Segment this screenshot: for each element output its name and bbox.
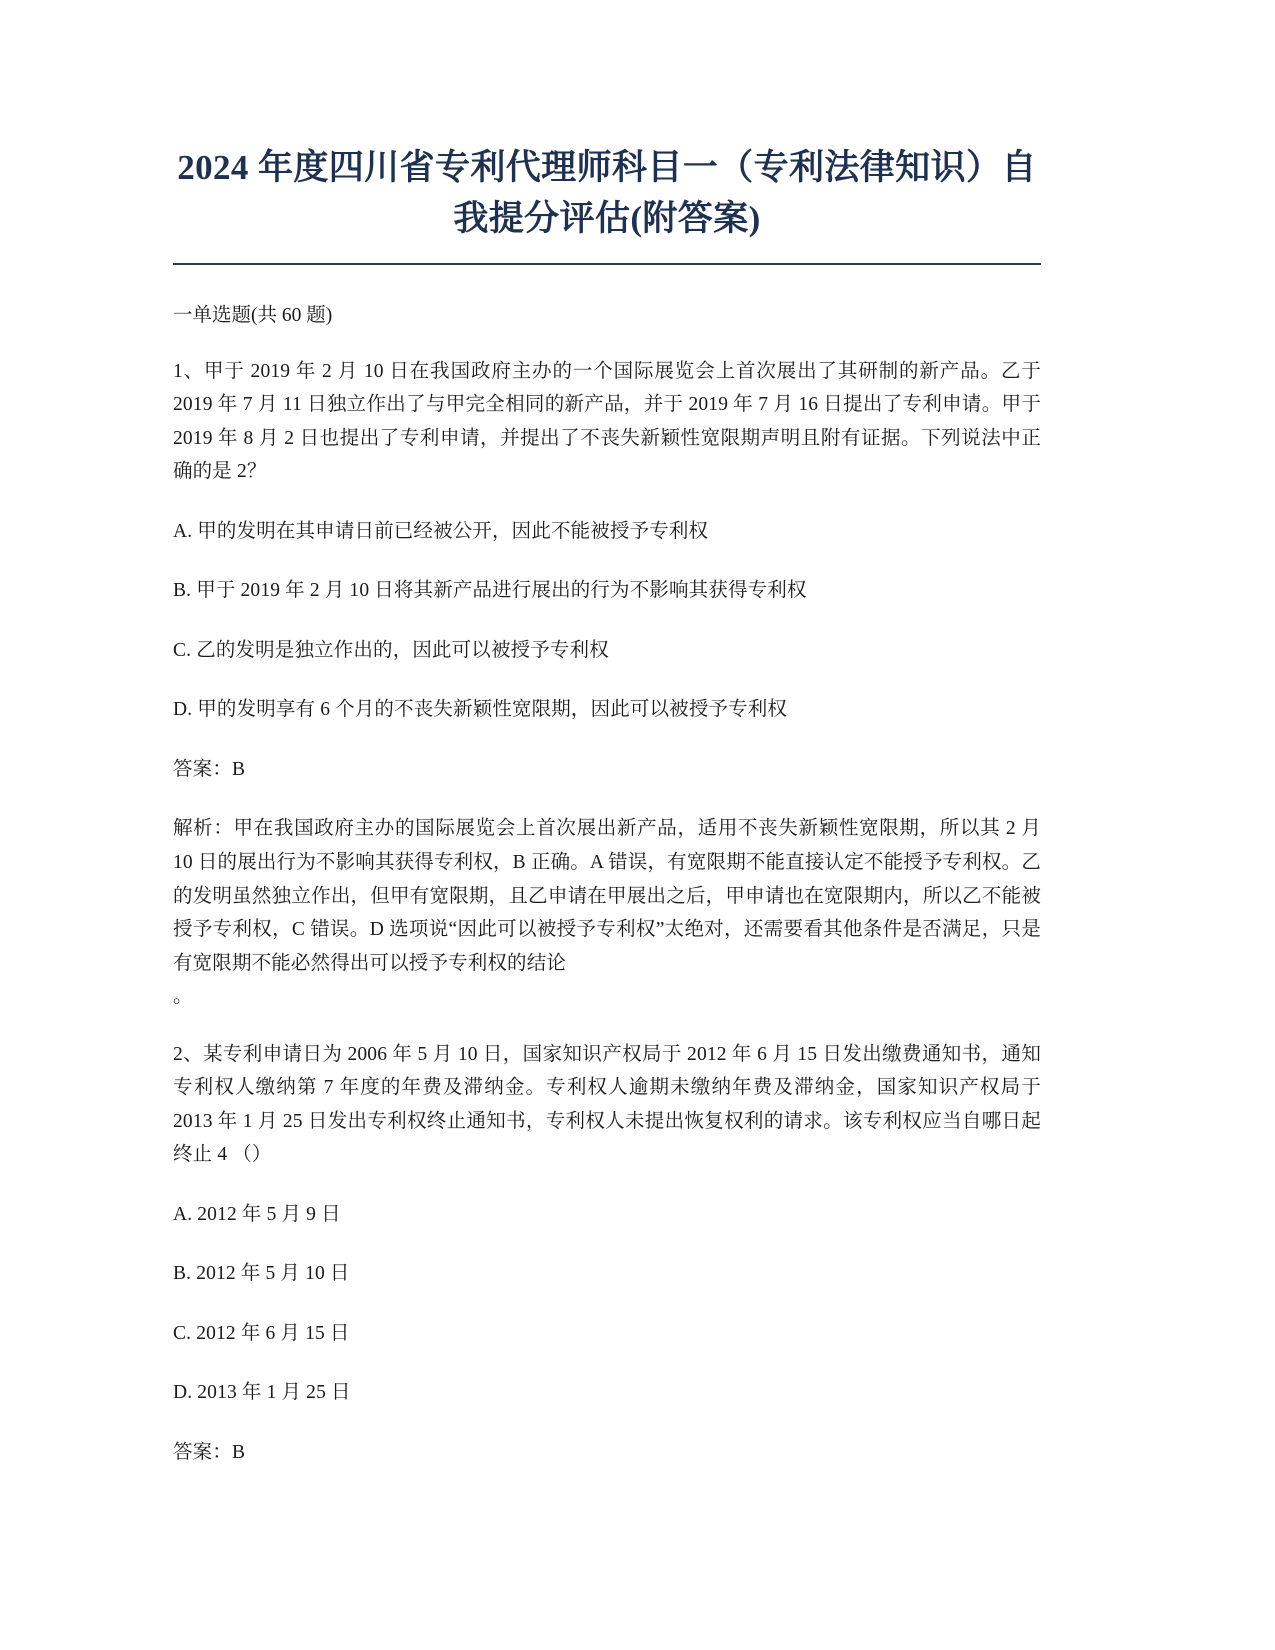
question-option[interactable]: C. 乙的发明是独立作出的，因此可以被授予专利权 <box>173 639 609 661</box>
question-option[interactable]: D. 甲的发明享有 6 个月的不丧失新颖性宽限期，因此可以被授予专利权 <box>173 699 788 721</box>
analysis-text: 解析：甲在我国政府主办的国际展览会上首次展出新产品，适用不丧失新颖性宽限期，所以其 2 月 10 日的展出行为不影响其获得专利权，B 正确。A 错误，有宽限期不能直接认定不能授予专利权。乙的发明虽然独立作出，但甲有宽限期，且乙申请在甲展出之后，甲申请也在宽限期内，所以乙不能被授予专利权，C 错误。D 选项说“因此可以被授予专利权”太绝对，还需要看其他条件是否满足，只是有宽限期不能必然得出可以授予专利权的结论 <box>173 818 1041 974</box>
analysis-tail-punctuation: 。 <box>173 986 193 1008</box>
question-option[interactable]: A. 2012 年 5 月 9 日 <box>173 1203 341 1225</box>
question-block <box>173 331 1041 1014</box>
document-content <box>173 0 1041 1469</box>
question-stem: 1、甲于 2019 年 2 月 10 日在我国政府主办的一个国际展览会上首次展出了其研制的新产品。乙于 2019 年 7 月 11 日独立作出了与甲完全相同的新产品，并于 2019 年 7 月 16 日提出了专利申请。甲于 2019 年 8 月 2 日也提出了专利申请，并提出了不丧失新颖性宽限期声明且附有证据。下列说法中正确的是 2？ <box>173 360 1041 483</box>
question-option[interactable]: D. 2013 年 1 月 25 日 <box>173 1382 351 1404</box>
question-option[interactable]: C. 2012 年 6 月 15 日 <box>173 1322 350 1344</box>
question-option[interactable]: B. 2012 年 5 月 10 日 <box>173 1263 350 1285</box>
page-title: 2024 年度四川省专利代理师科目一（专利法律知识）自我提分评估(附答案) <box>177 148 1037 238</box>
question-block <box>173 1014 1041 1470</box>
answer-line: 答案：B <box>173 758 246 780</box>
answer-line: 答案：B <box>173 1441 246 1463</box>
section-heading: 一单选题(共 60 题) <box>173 304 333 326</box>
question-option[interactable]: B. 甲于 2019 年 2 月 10 日将其新产品进行展出的行为不影响其获得专利权 <box>173 580 807 602</box>
title-divider <box>173 263 1041 265</box>
question-stem: 2、某专利申请日为 2006 年 5 月 10 日，国家知识产权局于 2012 年 6 月 15 日发出缴费通知书，通知专利权人缴纳第 7 年度的年费及滞纳金。专利权人逾期未缴纳年费及滞纳金，国家知识产权局于 2013 年 1 月 25 日发出专利权终止通知书，专利权人未提出恢复权利的请求。该专利权应当自哪日起终止 4 （） <box>173 1043 1041 1166</box>
question-option[interactable]: A. 甲的发明在其申请日前已经被公开，因此不能被授予专利权 <box>173 520 709 542</box>
